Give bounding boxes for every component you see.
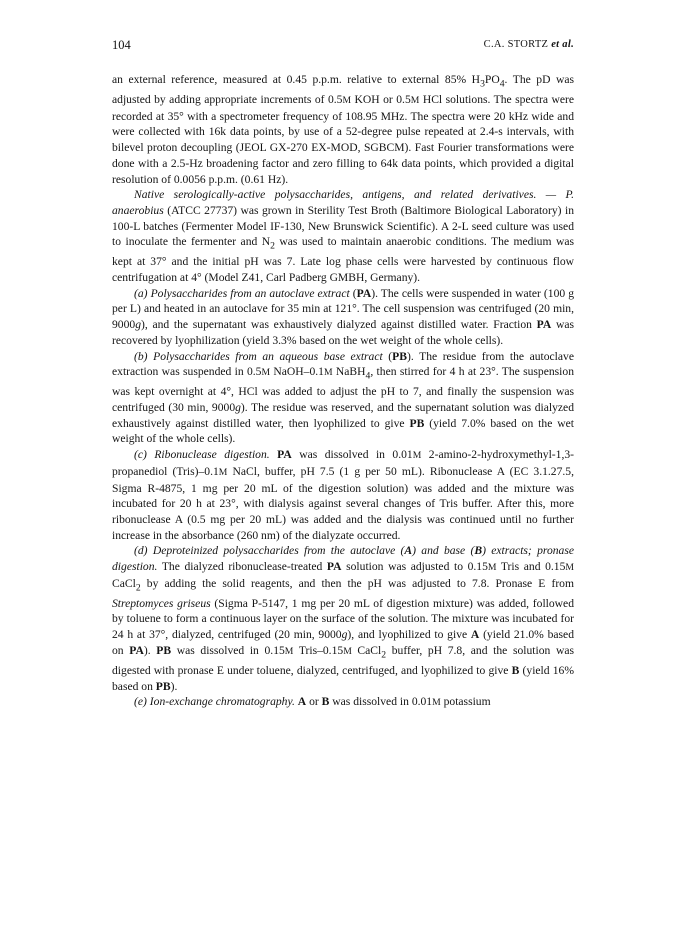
- page-header: [112, 38, 574, 58]
- running-head-authors: C.A. STORTZ: [483, 39, 549, 50]
- subsection-heading-d: Deproteinized polysaccharides from the autoclave (A) and base (B) extracts; pronase digestion.: [112, 544, 575, 574]
- subsection-heading-b: Polysaccharides from an aqueous base extract: [153, 349, 383, 363]
- subsection-heading-c: Ribonuclease digestion.: [154, 448, 270, 462]
- paragraph-base-extract: (b) Polysaccharides from an aqueous base extract (PB). The residue from the autoclave extraction was suspended in 0.5M NaOH–0.1M NaBH$_4$, then stirred for 4 h at 23°. The suspension was kept overnight at 4°, HCl was added to adjust the pH to 7, and finally the suspension was centrifuged (30 min, 9000g). The residue was reserved, and the supernatant solution was dialyzed exhaustively against distilled water, then lyophilized to give PB (yield 7.0% based on the wet weight of the whole cells).: [112, 349, 575, 446]
- subsection-heading-e: Ion-exchange chromatography.: [149, 695, 295, 709]
- page-number: 104: [112, 38, 131, 52]
- paragraph-ribonuclease: (c) Ribonuclease digestion. PA was dissolved in 0.01M 2-amino-2-hydroxymethyl-1,3-propanediol (Tris)–0.1M NaCl, buffer, pH 7.5 (1 g per 50 mL). Ribonuclease A (EC 3.1.27.5, Sigma R-4875, 1 mg per 20 mL of the digestion solution) was added and the mixture was incubated for 20 h at 23°, with dialysis against several changes of Tris buffer. After this, more ribonuclease A (0.5 mg per 20 mL) was added and the dialysis was continued until no further increase in the absorbance (260 nm) of the dialyzate occurred.: [112, 448, 575, 542]
- paragraph-autoclave-extract: (a) Polysaccharides from an autoclave extract (PA). The cells were suspended in water (100 g per L) and heated in an autoclave for 35 min at 121°. The cell suspension was centrifuged (20 min, 9000g), and the supernatant was exhaustively dialyzed against distilled water. Fraction PA was recovered by lyophilization (yield 3.3% based on the wet weight of the whole cells).: [112, 286, 574, 347]
- article-body: [112, 72, 574, 711]
- paragraph-ion-exchange: (e) Ion-exchange chromatography. A or B was dissolved in 0.01M potassium: [134, 695, 491, 709]
- paragraph-nmr-conditions: an external reference, measured at 0.45 p.p.m. relative to external 85% $H_3PO_4$. The pD was adjusted by adding appropriate increments of 0.5M KOH or 0.5M HCl solutions. The spectra were recorded at 35° with a spectrometer frequency of 108.95 MHz. The spectra were 20 kHz wide and were collected with 16k data points, by use of a 52-degree pulse repeated at 2.4-s intervals, with bilevel proton decoupling (JEOL GX-270 EX-MOD, SGBCM). Fast Fourier transformations were done with a 2.5-Hz broadening factor and zero filling to 64k data points, which provided a digital resolution of 0.0056 p.p.m. (0.61 Hz).: [112, 73, 575, 186]
- running-head: [484, 39, 574, 50]
- section-heading-native: Native serologically-active polysaccharides, antigens, and related derivatives. — P. anaerobius: [112, 188, 574, 217]
- paragraph-native-polysaccharides: Native serologically-active polysaccharides, antigens, and related derivatives. — P. anaerobius (ATCC 27737) was grown in Sterility Test Broth (Baltimore Biological Laboratory) in 100-L batches (Fermenter Model IF-130, New Brunswick Scientific). A 2-L seed culture was used to inoculate the fermenter and $N_2$ was used to maintain anaerobic conditions. The medium was kept at 37° and the initial pH was 7. Late log phase cells were harvested by continuous flow centrifugation at 4° (Model Z41, Carl Padberg GMBH, Germany).: [112, 188, 574, 285]
- running-head-etal: et al.: [551, 39, 574, 50]
- paragraph-pronase: (d) Deproteinized polysaccharides from the autoclave (A) and base (B) extracts; pronase digestion. The dialyzed ribonuclease-treated PA solution was adjusted to 0.15M Tris and 0.15M CaCl$_2$ by adding the solid reagents, and then the pH was adjusted to 7.8. Pronase E from Streptomyces griseus (Sigma P-5147, 1 mg per 20 mL of digestion mixture) was added, followed by toluene to form a continuous layer on the surface of the solution. The mixture was incubated for 24 h at 37°, dialyzed, centrifuged (20 min, 9000g), and lyophilized to give A (yield 21.0% based on PA). PB was dissolved in 0.15M Tris–0.15M CaCl$_2$ buffer, pH 7.8, and the solution was digested with pronase E under toluene, dialyzed, centrifuged, and lyophilized to give B (yield 16% based on PB).: [112, 544, 575, 693]
- subsection-heading-a: Polysaccharides from an autoclave extract: [150, 286, 350, 300]
